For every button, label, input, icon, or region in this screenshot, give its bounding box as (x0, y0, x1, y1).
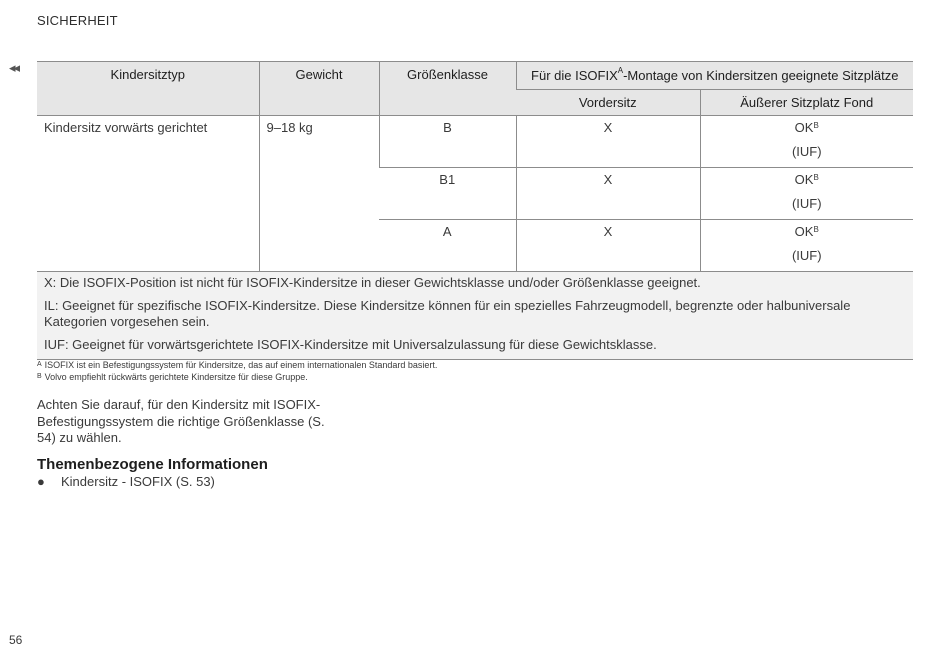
cell-rear (700, 220, 913, 272)
group-title-post: -Montage von Kindersitzen geeignete Sitzplätze (623, 68, 899, 83)
cell-rear (700, 168, 913, 220)
note-il: IL: Geeignet für spezifische ISOFIX-Kindersitze. Diese Kindersitze können für ein spezielles Fahrzeugmodell, begrenzte oder halbuniversale Kategorien vorgesehen sein. (44, 298, 851, 329)
related-link[interactable]: Kindersitz - ISOFIX (S. 53) (61, 474, 215, 489)
footnote-ref-a: A (617, 66, 624, 75)
note-iuf: IUF: Geeignet für vorwärtsgerichtete ISOFIX-Kindersitze mit Universalzulassung für diese Gewichtsklasse. (44, 337, 657, 352)
list-item (37, 474, 215, 490)
note-x: X: Die ISOFIX-Position ist nicht für ISOFIX-Kindersitze in dieser Gewichtsklasse und/oder Größenklasse geeignet. (44, 275, 701, 290)
header-isofix-group (516, 62, 913, 90)
rear-note: (IUF) (791, 196, 822, 211)
footnote-ref-b: B (813, 121, 819, 130)
cell-front: X (516, 220, 700, 272)
header-front-seat: Vordersitz (516, 90, 700, 116)
related-list (37, 474, 215, 490)
footnote-a: $^A$ ISOFIX ist ein Befestigungssystem für Kindersitze, das auf einem internationalen Standard basiert. (37, 360, 438, 370)
isofix-table (37, 61, 913, 360)
footnote-ref-b: B (813, 173, 819, 182)
rear-ok: OK (794, 224, 814, 239)
footnote-ref-b: B (813, 225, 819, 234)
cell-rear (700, 116, 913, 168)
cell-weight: 9–18 kg (259, 116, 379, 272)
section-title: SICHERHEIT (37, 13, 118, 28)
header-weight: Gewicht (259, 62, 379, 116)
rear-ok: OK (794, 120, 814, 135)
related-heading: Themenbezogene Informationen (37, 456, 268, 473)
table-row (37, 116, 913, 168)
bullet-icon: ● (37, 474, 45, 489)
page-number: 56 (9, 633, 23, 647)
rear-ok: OK (794, 172, 814, 187)
double-chevron-left-icon[interactable]: ◂◂ (9, 60, 19, 75)
body-paragraph: Achten Sie darauf, für den Kindersitz mit ISOFIX-Befestigungssystem die richtige Größenklasse (S. 54) zu wählen. (37, 397, 325, 445)
header-size-class: Größenklasse (379, 62, 516, 116)
cell-front: X (516, 168, 700, 220)
cell-size-class: B1 (379, 168, 516, 220)
cell-child-seat-type: Kindersitz vorwärts gerichtet (37, 116, 259, 272)
footnote-b: $^B$ Volvo empfiehlt rückwärts gerichtete Kindersitze für diese Gruppe. (37, 372, 308, 382)
table-notes (37, 272, 913, 360)
cell-front: X (516, 116, 700, 168)
header-rear-outer-seat: Äußerer Sitzplatz Fond (700, 90, 913, 116)
rear-note: (IUF) (791, 248, 822, 263)
header-child-seat-type: Kindersitztyp (37, 62, 259, 116)
table-notes-row (37, 272, 913, 360)
rear-note: (IUF) (791, 144, 822, 159)
footnotes (37, 359, 437, 383)
group-title-pre: Für die ISOFIX (531, 68, 618, 83)
cell-size-class: A (379, 220, 516, 272)
cell-size-class: B (379, 116, 516, 168)
